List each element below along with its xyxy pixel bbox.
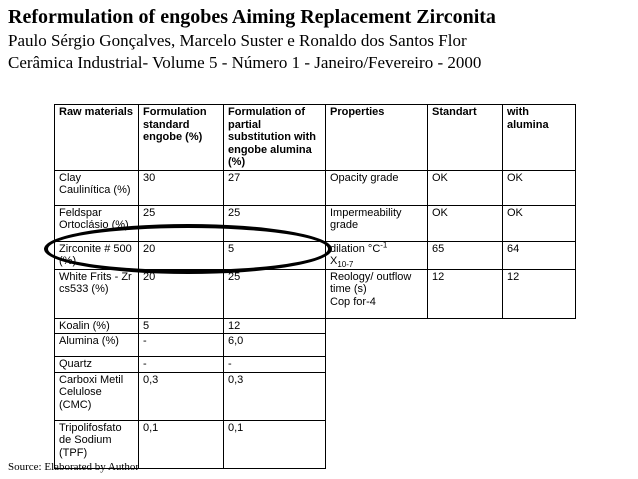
table-row <box>55 170 576 205</box>
standard-value-cell: 30 <box>139 170 224 205</box>
partial-value-cell: 6,0 <box>224 334 326 357</box>
property-standart-cell: 65 <box>428 241 503 269</box>
property-name: Reology/ outflow time (s) <box>330 270 412 295</box>
raw-material-cell: Alumina (%) <box>55 334 139 357</box>
empty-area <box>326 318 576 468</box>
table-row <box>55 269 576 318</box>
raw-material-cell: Koalin (%) <box>55 318 139 334</box>
partial-value-cell: 25 <box>224 205 326 241</box>
header-properties: Properties <box>326 105 428 171</box>
table-row <box>55 205 576 241</box>
partial-value-cell: 27 <box>224 170 326 205</box>
standard-value-cell: 0,3 <box>139 372 224 420</box>
document-header <box>8 4 633 74</box>
raw-material-cell: Tripolifosfato de Sodium (TPF) <box>55 420 139 468</box>
property-name-cell: Opacity grade <box>326 170 428 205</box>
raw-material-cell: Quartz <box>55 357 139 373</box>
partial-value-cell: 5 <box>224 241 326 269</box>
partial-value-cell: 0,1 <box>224 420 326 468</box>
formulation-table <box>54 104 576 469</box>
property-alumina-cell: OK <box>503 205 576 241</box>
standard-value-cell: 20 <box>139 269 224 318</box>
document-title: Reformulation of engobes Aiming Replacement Zirconita <box>8 6 496 28</box>
property-superscript: -1 <box>380 241 388 249</box>
standard-value-cell: - <box>139 334 224 357</box>
partial-value-cell: - <box>224 357 326 373</box>
raw-material-cell: Feldspar Ortoclásio (%) <box>55 205 139 241</box>
property-alumina-cell: 12 <box>503 269 576 318</box>
property-name-cell: Impermeability grade <box>326 205 428 241</box>
header-standart: Standart <box>428 105 503 171</box>
property-standart-cell: OK <box>428 170 503 205</box>
standard-value-cell: 25 <box>139 205 224 241</box>
table-row <box>55 318 576 334</box>
standard-value-cell: 5 <box>139 318 224 334</box>
document-publication: Cerâmica Industrial- Volume 5 - Número 1 - Janeiro/Fevereiro - 2000 <box>8 53 482 72</box>
raw-material-cell: Zirconite # 500 (%) <box>55 241 139 269</box>
raw-material-cell: Clay Caulinítica (%) <box>55 170 139 205</box>
header-raw-materials: Raw materials <box>55 105 139 171</box>
property-extra: Cop for-4 <box>330 295 376 308</box>
table-header-row <box>55 105 576 171</box>
property-name-cell <box>326 241 428 269</box>
property-alumina-cell: 64 <box>503 241 576 269</box>
property-standart-cell: OK <box>428 205 503 241</box>
table-row <box>55 241 576 269</box>
standard-value-cell: 0,1 <box>139 420 224 468</box>
standard-value-cell: - <box>139 357 224 373</box>
property-subscript: 10-7 <box>337 260 354 269</box>
header-with-alumina: with alumina <box>503 105 576 171</box>
property-alumina-cell: OK <box>503 170 576 205</box>
document-authors: Paulo Sérgio Gonçalves, Marcelo Suster e Ronaldo dos Santos Flor <box>8 31 467 50</box>
raw-material-cell: Carboxi Metil Celulose (CMC) <box>55 372 139 420</box>
source-note: Source: Elaborated by Author <box>8 461 140 473</box>
partial-value-cell: 12 <box>224 318 326 334</box>
property-name-cell <box>326 269 428 318</box>
property-name: dilation °C <box>330 242 381 255</box>
property-multiplier: X <box>330 255 338 267</box>
raw-material-cell: White Frits - Zr cs533 (%) <box>55 269 139 318</box>
partial-value-cell: 25 <box>224 269 326 318</box>
header-partial-substitution: Formulation of partial substitution with engobe alumina (%) <box>224 105 326 171</box>
partial-value-cell: 0,3 <box>224 372 326 420</box>
property-standart-cell: 12 <box>428 269 503 318</box>
header-standard-engobe: Formulation standard engobe (%) <box>139 105 224 171</box>
standard-value-cell: 20 <box>139 241 224 269</box>
